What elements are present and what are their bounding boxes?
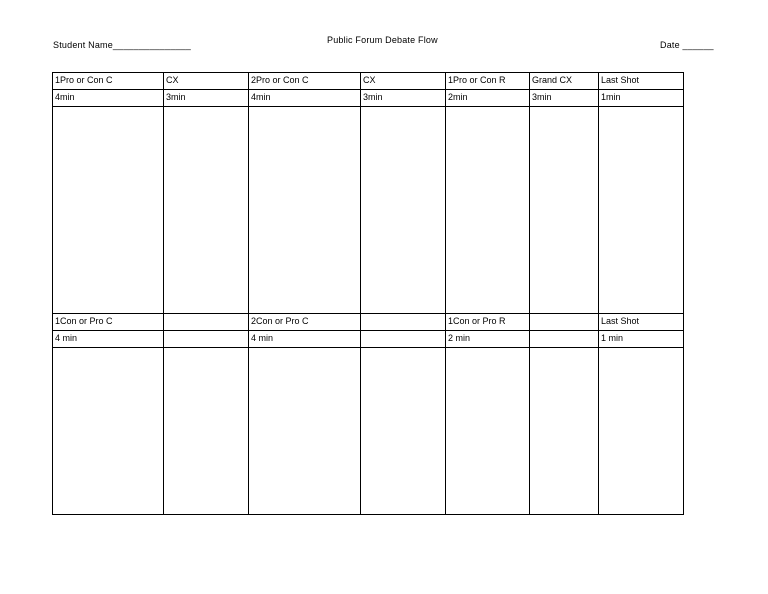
col-header-1pro-con-c: 1Pro or Con C bbox=[53, 73, 164, 90]
notes-cell[interactable] bbox=[530, 348, 599, 515]
notes-cell[interactable] bbox=[446, 348, 530, 515]
notes-cell[interactable] bbox=[249, 348, 361, 515]
col-header-last-shot-bottom: Last Shot bbox=[599, 314, 684, 331]
col-header-1con-pro-c: 1Con or Pro C bbox=[53, 314, 164, 331]
notes-cell[interactable] bbox=[599, 348, 684, 515]
col-header-cx-1: CX bbox=[164, 73, 249, 90]
notes-cell[interactable] bbox=[164, 348, 249, 515]
page-title: Public Forum Debate Flow bbox=[327, 35, 438, 45]
time-cell: 3min bbox=[530, 90, 599, 107]
col-header-2pro-con-c: 2Pro or Con C bbox=[249, 73, 361, 90]
top-notes-row bbox=[53, 107, 684, 314]
time-cell: 4 min bbox=[53, 331, 164, 348]
top-time-row bbox=[53, 90, 684, 107]
col-header-empty bbox=[530, 314, 599, 331]
bottom-notes-row bbox=[53, 348, 684, 515]
time-cell bbox=[530, 331, 599, 348]
time-cell: 4min bbox=[249, 90, 361, 107]
notes-cell[interactable] bbox=[446, 107, 530, 314]
time-cell: 4min bbox=[53, 90, 164, 107]
col-header-grand-cx: Grand CX bbox=[530, 73, 599, 90]
time-cell: 4 min bbox=[249, 331, 361, 348]
col-header-1con-pro-r: 1Con or Pro R bbox=[446, 314, 530, 331]
notes-cell[interactable] bbox=[599, 107, 684, 314]
time-cell bbox=[361, 331, 446, 348]
col-header-empty bbox=[164, 314, 249, 331]
time-cell: 1 min bbox=[599, 331, 684, 348]
bottom-time-row bbox=[53, 331, 684, 348]
flow-table bbox=[52, 72, 684, 515]
notes-cell[interactable] bbox=[530, 107, 599, 314]
col-header-cx-2: CX bbox=[361, 73, 446, 90]
notes-cell[interactable] bbox=[164, 107, 249, 314]
bottom-speech-label-row bbox=[53, 314, 684, 331]
time-cell bbox=[164, 331, 249, 348]
time-cell: 3min bbox=[361, 90, 446, 107]
col-header-last-shot-top: Last Shot bbox=[599, 73, 684, 90]
time-cell: 1min bbox=[599, 90, 684, 107]
notes-cell[interactable] bbox=[361, 107, 446, 314]
time-cell: 2min bbox=[446, 90, 530, 107]
notes-cell[interactable] bbox=[249, 107, 361, 314]
date-field: Date ______ bbox=[660, 40, 714, 50]
top-speech-label-row bbox=[53, 73, 684, 90]
notes-cell[interactable] bbox=[361, 348, 446, 515]
time-cell: 3min bbox=[164, 90, 249, 107]
notes-cell[interactable] bbox=[53, 107, 164, 314]
col-header-2con-pro-c: 2Con or Pro C bbox=[249, 314, 361, 331]
col-header-empty bbox=[361, 314, 446, 331]
student-name-field: Student Name_______________ bbox=[53, 40, 192, 50]
col-header-1pro-con-r: 1Pro or Con R bbox=[446, 73, 530, 90]
time-cell: 2 min bbox=[446, 331, 530, 348]
notes-cell[interactable] bbox=[53, 348, 164, 515]
